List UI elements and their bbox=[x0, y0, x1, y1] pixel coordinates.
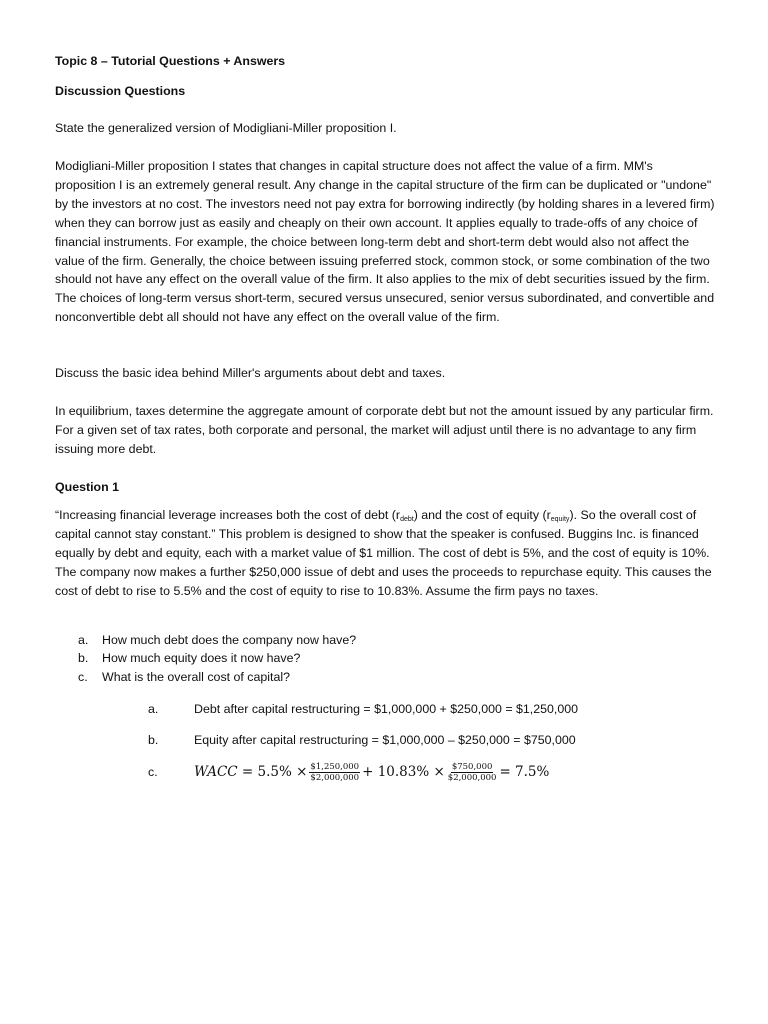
debt-weight-fraction: $\frac{\$1,250,000}{\$2,000,000}$ bbox=[310, 762, 360, 783]
question-list bbox=[78, 631, 698, 686]
question-1-text: “Increasing financial leverage increases both the cost of debt $(r_{debt})$ and the cost of equity $(r_{equity})$. So the overall cost of capital cannot stay constant.” This problem is designed to show that the speaker is confused. Buggins Inc. is financed equally by debt and equity, each with a market value of $1 million. The cost of debt is 5%, and the cost of equity is 10%. The company now makes a further $250,000 issue of debt and uses the proceeds to repurchase equity. This causes the cost of debt to rise to 5.5% and the cost of equity to rise to 10.83%. Assume the firm pays no taxes. bbox=[55, 508, 712, 598]
answer-c: c. WACC = 5.5% × $\frac{\$1,250,000}{\$2,000,000}$ + 10.83% × $\frac{\$750,000}{\$2,000,000}$ = 7.5% bbox=[148, 762, 550, 783]
equity-weight-fraction: $\frac{\$750,000}{\$2,000,000}$ bbox=[447, 762, 497, 783]
discussion-answer-2: In equilibrium, taxes determine the aggregate amount of corporate debt but not the amount issued by any particular firm. For a given set of tax rates, both corporate and personal, the market will adjust until there is no advantage to any firm issuing more debt. bbox=[55, 404, 714, 456]
answer-a: a. Debt after capital restructuring = $1,000,000 + $250,000 = $1,250,000 bbox=[148, 702, 579, 716]
subscript-debt: debt bbox=[400, 516, 414, 523]
discussion-heading: Discussion Questions bbox=[55, 84, 186, 98]
discussion-question-2: Discuss the basic idea behind Miller's arguments about debt and taxes. bbox=[55, 366, 446, 380]
page-title: Topic 8 – Tutorial Questions + Answers bbox=[55, 54, 286, 68]
list-item: a. How much debt does the company now have? bbox=[78, 633, 357, 647]
wacc-formula: WACC = 5.5% × $\frac{\$1,250,000}{\$2,000,000}$ + 10.83% × $\frac{\$750,000}{\$2,000,000}$ = 7.5% bbox=[194, 762, 550, 783]
list-item: c. What is the overall cost of capital? bbox=[78, 669, 291, 684]
answer-b: b. Equity after capital restructuring = $1,000,000 – $250,000 = $750,000 bbox=[148, 733, 576, 747]
list-item: b. How much equity does it now have? bbox=[78, 651, 301, 666]
discussion-answer-1: Modigliani-Miller proposition I states that changes in capital structure does not affect the value of a firm. MM's proposition I is an extremely general result. Any change in the capital structure of the firm can be duplicated or "undone" by the investors at no cost. The investors need not pay extra for borrowing indirectly (by holding shares in a levered firm) when they can borrow just as easily and cheaply on their own account. It applies equally to trade-offs of any choice of financial instruments. For example, the choice between long-term debt and short-term debt would also not affect the value of the firm. Generally, the choice between issuing preferred stock, common stock, or some combination of the two should not have any effect on the overall value of the firm. It also applies to the mix of debt securities issued by the firm. The choices of long-term versus short-term, secured versus unsecured, senior versus subordinated, and convertible and nonconvertible debt all should not have any effect on the overall value of the firm. bbox=[55, 159, 715, 325]
discussion-question-1: State the generalized version of Modigliani-Miller proposition I. bbox=[55, 121, 397, 135]
question-1-heading: Question 1 bbox=[55, 480, 120, 494]
subscript-equity: equity bbox=[550, 516, 570, 523]
